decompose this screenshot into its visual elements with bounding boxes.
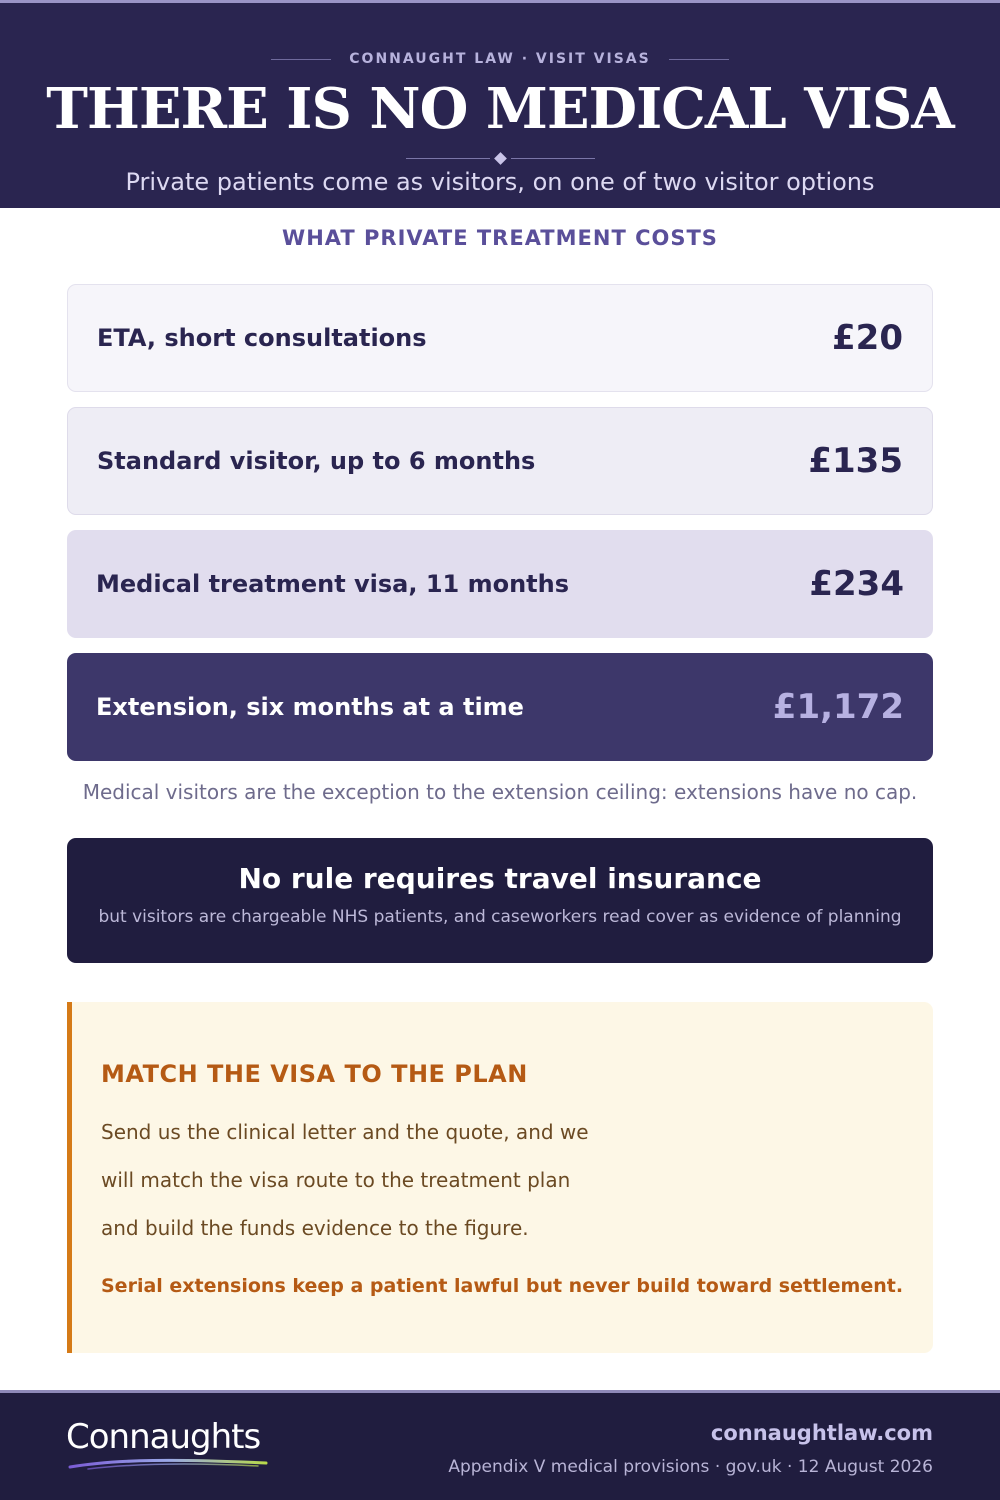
cost-value: £1,172 [772,687,904,727]
logo[interactable] [66,1417,286,1477]
source-credit: Appendix V medical provisions · gov.uk · 12 August 2026 [448,1457,933,1477]
callout-text-line: and build the funds evidence to the figure. [101,1216,529,1240]
cost-card-eta [67,284,933,392]
insurance-title: No rule requires travel insurance [238,862,762,895]
section-title: WHAT PRIVATE TREATMENT COSTS [282,226,718,250]
callout-box [67,1002,933,1353]
eyebrow: CONNAUGHT LAW · VISIT VISAS [349,51,651,67]
header [0,0,1000,208]
site-link[interactable]: connaughtlaw.com [710,1421,933,1445]
insurance-banner [67,838,933,963]
cost-card-medical-treatment [67,530,933,638]
cost-value: £135 [808,441,903,481]
divider-line-left [406,158,490,159]
callout-text-line: will match the visa route to the treatment plan [101,1168,571,1192]
callout-text-line: Send us the clinical letter and the quote, and we [101,1120,589,1144]
callout-emphasis: Serial extensions keep a patient lawful but never build toward settlement. [101,1275,904,1297]
title-divider [0,151,1000,165]
eyebrow-divider-left [271,59,331,60]
cost-label: ETA, short consultations [97,324,427,352]
cost-label: Medical treatment visa, 11 months [96,570,570,598]
cost-label: Extension, six months at a time [96,693,524,721]
insurance-subtitle: but visitors are chargeable NHS patients, and caseworkers read cover as evidence of planning [98,907,902,927]
cost-value: £20 [832,318,903,358]
callout-title: MATCH THE VISA TO THE PLAN [101,1060,528,1088]
divider-line-right [511,158,595,159]
eyebrow-divider-right [669,59,729,60]
logo-swoosh-icon [68,1457,268,1471]
diamond-icon [494,152,507,165]
logo-wordmark: Connaughts [66,1417,261,1457]
cost-label: Standard visitor, up to 6 months [97,447,536,475]
footer [0,1390,1000,1500]
page-subtitle: Private patients come as visitors, on one of two visitor options [125,168,875,196]
page-title: THERE IS NO MEDICAL VISA [46,76,954,142]
eyebrow-row [0,49,1000,69]
extension-note: Medical visitors are the exception to the extension ceiling: extensions have no cap. [82,780,918,804]
cost-card-extension [67,653,933,761]
cost-card-standard-visitor [67,407,933,515]
cost-value: £234 [809,564,904,604]
